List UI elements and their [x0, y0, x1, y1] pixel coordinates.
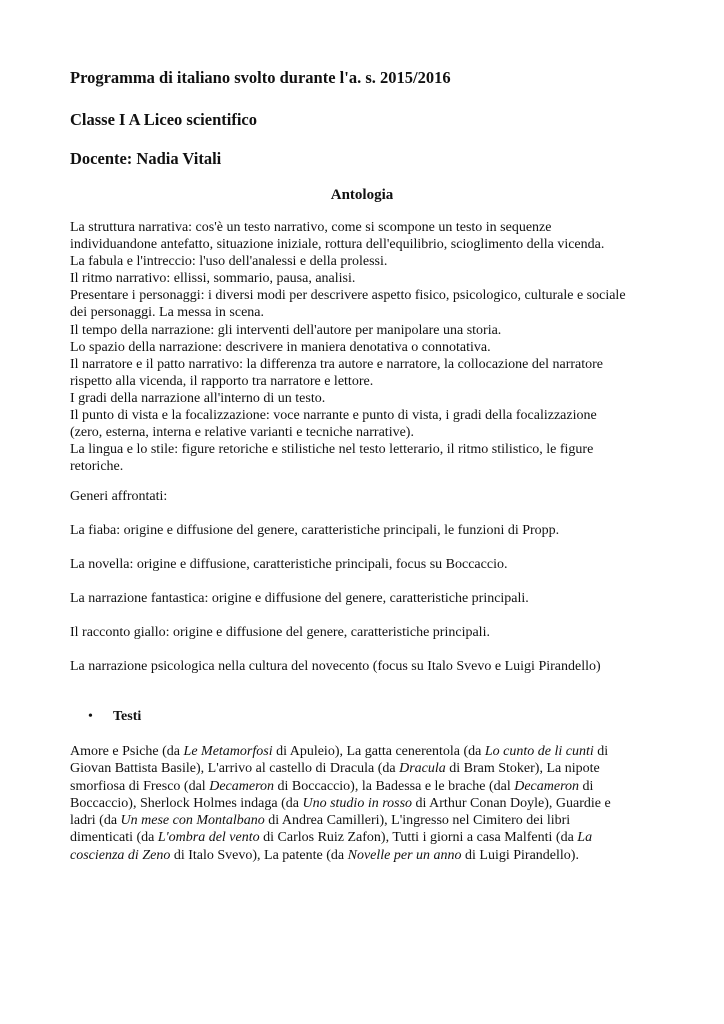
- texts-line: [70, 795, 670, 812]
- work-title: Uno studio in rosso: [302, 795, 413, 811]
- texts-segment: di Carlos Ruiz Zafon), Tutti i giorni a casa Malfenti (da: [259, 830, 578, 846]
- narrative-paragraph: [70, 219, 670, 475]
- texts-line: [70, 847, 670, 864]
- work-title: Le Metamorfosi: [183, 744, 273, 759]
- narrative-line: retoriche.: [70, 459, 124, 475]
- texts-line: [70, 829, 670, 846]
- texts-segment: smorfiosa di Fresco (dal: [70, 778, 210, 794]
- texts-segment: di Bram Stoker), La nipote: [445, 761, 600, 777]
- genres-intro: Generi affrontati:: [70, 489, 168, 504]
- genre-item: La fiaba: origine e diffusione del genere, caratteristiche principali, le funzioni di Propp.: [70, 523, 560, 538]
- narrative-line: La fabula e l'intreccio: l'uso dell'analessi e della prolessi.: [70, 254, 388, 270]
- genre-item: La narrazione fantastica: origine e diffusione del genere, caratteristiche principali.: [70, 591, 529, 606]
- narrative-line: Il ritmo narrativo: ellissi, sommario, pausa, analisi.: [70, 271, 356, 287]
- work-title: Dracula: [399, 761, 446, 777]
- texts-line: [70, 743, 670, 760]
- texts-paragraph: [70, 743, 670, 864]
- texts-segment: Boccaccio), Sherlock Holmes indaga (da: [70, 795, 303, 811]
- texts-segment: di Andrea Camilleri), L'ingresso nel Cimitero dei libri: [264, 813, 571, 829]
- texts-segment: Giovan Battista Basile), L'arrivo al castello di Dracula (da: [70, 761, 400, 777]
- work-title: La: [577, 830, 593, 846]
- work-title: Un mese con Montalbano: [120, 813, 265, 829]
- genre-item: La narrazione psicologica nella cultura del novecento (focus su Italo Svevo e Luigi Pirandello): [70, 659, 601, 674]
- texts-segment: di: [579, 778, 594, 794]
- work-title: Novelle per un anno: [347, 847, 462, 863]
- texts-segment: di Luigi Pirandello).: [461, 847, 579, 863]
- narrative-line: individuandone antefatto, situazione iniziale, rottura dell'equilibrio, scioglimento della vicenda.: [70, 237, 605, 253]
- genre-item: La novella: origine e diffusione, caratteristiche principali, focus su Boccaccio.: [70, 557, 508, 572]
- genre-item: Il racconto giallo: origine e diffusione del genere, caratteristiche principali.: [70, 625, 490, 640]
- narrative-line: La struttura narrativa: cos'è un testo narrativo, come si scompone un testo in sequenze: [70, 220, 552, 235]
- texts-line: [70, 812, 670, 829]
- texts-segment: di Arthur Conan Doyle), Guardie e: [412, 795, 611, 811]
- work-title: Decameron: [514, 778, 580, 794]
- texts-segment: di: [593, 744, 609, 759]
- program-title: Programma di italiano svolto durante l'a. s. 2015/2016: [70, 68, 451, 87]
- narrative-line: La lingua e lo stile: figure retoriche e stilistiche nel testo letterario, il ritmo stilistico, le figure: [70, 442, 594, 458]
- narrative-line: Presentare i personaggi: i diversi modi per descrivere aspetto fisico, psicologico, culturale e sociale: [70, 288, 626, 304]
- work-title: Lo cunto de li cunti: [484, 744, 594, 759]
- narrative-line: rispetto alla vicenda, il rapporto tra narratore e lettore.: [70, 373, 374, 389]
- narrative-line: Il punto di vista e la focalizzazione: voce narrante e punto di vista, i gradi della focalizzazione: [70, 408, 597, 424]
- class-line: Classe I A Liceo scientifico: [70, 110, 257, 129]
- texts-line: [70, 778, 670, 795]
- narrative-line: I gradi della narrazione all'interno di un testo.: [70, 390, 326, 406]
- texts-segment: dimenticati (da: [70, 830, 158, 846]
- texts-segment: Amore e Psiche (da: [70, 744, 184, 759]
- narrative-line: dei personaggi. La messa in scena.: [70, 305, 264, 321]
- teacher-line: Docente: Nadia Vitali: [70, 149, 222, 168]
- narrative-line: Il narratore e il patto narrativo: la differenza tra autore e narratore, la collocazione del narratore: [70, 356, 603, 372]
- narrative-line: Il tempo della narrazione: gli interventi dell'autore per manipolare una storia.: [70, 322, 502, 338]
- section-title: Antologia: [330, 187, 394, 203]
- work-title: Decameron: [209, 778, 274, 794]
- work-title: coscienza di Zeno: [70, 847, 171, 863]
- narrative-line: Lo spazio della narrazione: descrivere in maniera denotativa o connotativa.: [70, 339, 491, 355]
- texts-segment: di Boccaccio), la Badessa e le brache (dal: [274, 778, 515, 794]
- work-title: L'ombra del vento: [157, 830, 260, 846]
- texts-line: [70, 760, 670, 777]
- texts-segment: di Apuleio), La gatta cenerentola (da: [272, 744, 485, 759]
- texts-segment: di Italo Svevo), La patente (da: [170, 847, 348, 863]
- texts-heading: Testi: [113, 709, 142, 724]
- bullet-icon: •: [88, 709, 93, 724]
- texts-segment: ladri (da: [70, 813, 121, 829]
- narrative-line: (zero, esterna, interna e relative varianti e tecniche narrative).: [70, 425, 414, 441]
